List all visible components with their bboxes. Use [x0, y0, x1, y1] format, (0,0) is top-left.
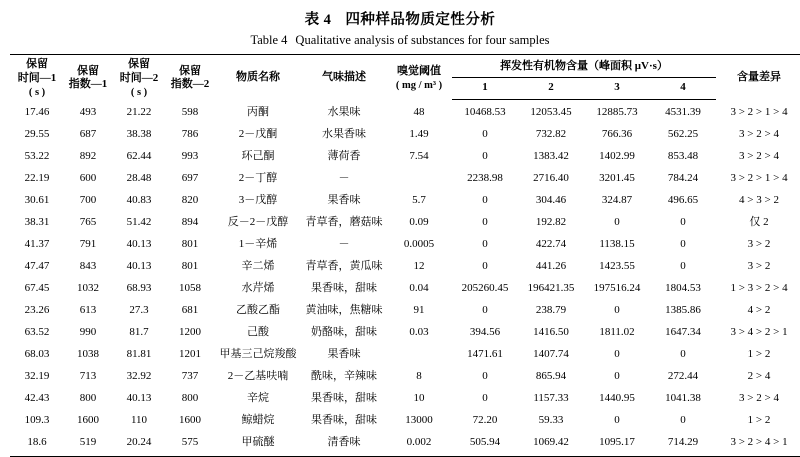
table-title-text-cn: 四种样品物质定性分析: [345, 12, 496, 28]
cell-voc4: 0: [680, 260, 686, 273]
cell-voc3: 12885.73: [596, 106, 638, 119]
cell-voc4: 4531.39: [665, 106, 701, 119]
odor-threshold-unit: ( mg / m³ ): [395, 79, 443, 91]
cell-voc4: 562.25: [667, 128, 699, 141]
cell-voc4: 0: [680, 238, 686, 251]
cell-ri1: 765: [79, 216, 97, 229]
cell-voc2: 12053.45: [530, 106, 572, 119]
cell-voc1: 2238.98: [467, 172, 503, 185]
cell-difference: 1 > 2: [747, 348, 771, 361]
ri2-line2: 指数—2: [170, 78, 210, 91]
cell-odor: 黄油味，焦糖味: [305, 304, 383, 317]
cell-voc4: 1385.86: [665, 304, 701, 317]
cell-odor: 青草香，黄瓜味: [305, 260, 383, 273]
cell-odor: 果香味，甜味: [311, 392, 377, 405]
col-header-odor-description: 气味描述: [302, 55, 386, 100]
col-header-voc-4: 4: [650, 78, 716, 100]
cell-voc3: 0: [614, 370, 620, 383]
cell-rt1: 109.3: [24, 414, 50, 427]
col-header-voc-2: 2: [518, 78, 584, 100]
cell-name: 环己酮: [241, 150, 275, 163]
cell-name: 甲硫醚: [214, 432, 302, 457]
cell-voc1: 0: [482, 128, 488, 141]
cell-rt2: 38.38: [126, 128, 152, 141]
cell-voc3: 0: [614, 348, 620, 361]
cell-voc2: 192.82: [535, 216, 567, 229]
cell-voc2: 1416.50: [533, 326, 569, 339]
cell-name: 甲基三己烷羧酸: [219, 348, 297, 361]
cell-voc3: 1138.15: [599, 238, 635, 251]
cell-ri2: 801: [181, 238, 199, 251]
cell-ri1: 600: [79, 172, 97, 185]
cell-threshold: 0.04: [409, 282, 429, 295]
cell-threshold: 7.54: [409, 150, 429, 163]
cell-voc1: 0: [482, 238, 488, 251]
table-row: [10, 322, 800, 344]
cell-voc1: 0: [482, 260, 488, 273]
table-row: [10, 366, 800, 388]
cell-ri2: 894: [181, 216, 199, 229]
cell-name: 辛烷: [247, 392, 269, 405]
cell-difference: 2 > 4: [747, 370, 771, 383]
table-body: [10, 100, 800, 457]
cell-voc3: 197516.24: [593, 282, 641, 295]
cell-ri2: 697: [181, 172, 199, 185]
cell-difference: 3 > 2: [747, 260, 771, 273]
cell-odor: 奶酪味，甜味: [311, 326, 377, 339]
cell-threshold: 5.7: [412, 194, 426, 207]
cell-rt1: 67.45: [24, 282, 50, 295]
cell-odor: 水果香味: [322, 128, 366, 141]
cell-odor: 果香味，甜味: [311, 414, 377, 427]
cell-ri1: 892: [79, 150, 97, 163]
rt1-line2: 时间—1: [17, 71, 57, 84]
cell-difference: 1 > 2: [747, 414, 771, 427]
cell-odor: 酰味，辛辣味: [311, 370, 377, 383]
cell-voc2: 238.79: [535, 304, 567, 317]
cell-voc4: 1647.34: [665, 326, 701, 339]
cell-voc4: 0: [680, 348, 686, 361]
cell-rt1: 63.52: [24, 326, 50, 339]
cell-voc4: 853.48: [667, 150, 699, 163]
cell-voc4: 784.24: [667, 172, 699, 185]
cell-ri2: 737: [181, 370, 199, 383]
cell-ri2: 1600: [179, 414, 201, 427]
cell-rt1: 30.61: [24, 194, 50, 207]
cell-rt2: 68.93: [126, 282, 152, 295]
cell-rt1: 32.19: [24, 370, 50, 383]
cell-odor: 青草香，蘑菇味: [305, 216, 383, 229]
cell-odor: －: [338, 238, 350, 251]
cell-voc1: 72.20: [472, 414, 498, 427]
cell-voc2: 422.74: [535, 238, 567, 251]
cell-rt1: 42.43: [24, 392, 50, 405]
cell-rt2: 20.24: [112, 432, 166, 457]
odor-threshold-label: 嗅觉阈值: [397, 64, 441, 77]
cell-odor: 果香味: [327, 194, 361, 207]
cell-ri1: 1038: [77, 348, 99, 361]
cell-ri2: 800: [181, 392, 199, 405]
rt2-unit: ( s ): [130, 86, 148, 98]
cell-odor: －: [338, 172, 350, 185]
cell-difference: 3 > 2 > 4 > 1: [716, 432, 800, 457]
cell-ri2: 575: [166, 432, 214, 457]
cell-ri1: 1032: [77, 282, 99, 295]
cell-voc3: 766.36: [601, 128, 633, 141]
cell-rt1: 29.55: [24, 128, 50, 141]
cell-voc3: 1440.95: [599, 392, 635, 405]
cell-ri1: 493: [79, 106, 97, 118]
table-row: [10, 212, 800, 234]
cell-difference: 3 > 4 > 2 > 1: [730, 326, 788, 339]
col-header-retention-index-2: [166, 55, 214, 100]
cell-rt1: 18.6: [10, 432, 64, 457]
table-title-cn: [10, 8, 790, 29]
cell-voc3: 1811.02: [599, 326, 635, 339]
cell-name: 2－乙基呋喃: [227, 370, 289, 383]
cell-rt2: 32.92: [126, 370, 152, 383]
cell-ri1: 519: [64, 432, 112, 457]
cell-voc1: 505.94: [452, 432, 518, 457]
header-row-top: [10, 55, 800, 78]
cell-name: 乙酸乙酯: [236, 304, 280, 317]
cell-voc3: 3201.45: [599, 172, 635, 185]
cell-threshold: 0.0005: [403, 238, 435, 251]
cell-difference: 3 > 2 > 4: [739, 150, 779, 163]
table-title-en: [10, 33, 790, 48]
cell-voc2: 59.33: [538, 414, 564, 427]
cell-difference: 4 > 2: [747, 304, 771, 317]
rt2-line1: 保留: [128, 58, 150, 70]
cell-voc2: 865.94: [535, 370, 567, 383]
table-row: [10, 124, 800, 146]
cell-rt2: 40.13: [126, 260, 152, 273]
cell-rt1: 47.47: [24, 260, 50, 273]
cell-rt2: 27.3: [129, 304, 149, 317]
cell-voc2: 196421.35: [527, 282, 575, 295]
table-row: [10, 100, 800, 125]
cell-ri2: 1200: [179, 326, 201, 339]
cell-threshold: 13000: [405, 414, 433, 427]
cell-rt1: 68.03: [24, 348, 50, 361]
cell-threshold: 10: [413, 392, 425, 405]
cell-voc2: 304.46: [535, 194, 567, 207]
cell-name: 3－戊醇: [238, 194, 278, 207]
cell-rt1: 41.37: [24, 238, 50, 251]
cell-threshold: 1.49: [409, 128, 429, 141]
cell-rt2: 40.13: [126, 392, 152, 405]
cell-voc2: 732.82: [535, 128, 567, 141]
cell-rt2: 81.81: [126, 348, 152, 361]
cell-rt1: 23.26: [24, 304, 50, 317]
table-row: [10, 234, 800, 256]
cell-ri1: 713: [79, 370, 97, 383]
cell-difference: 1 > 3 > 2 > 4: [730, 282, 788, 295]
cell-odor: 薄荷香: [327, 150, 361, 163]
cell-ri2: 820: [181, 194, 199, 207]
table-row: [10, 146, 800, 168]
cell-rt2: 28.48: [126, 172, 152, 185]
table-head: [10, 55, 800, 100]
cell-rt1: 38.31: [24, 216, 50, 229]
table-title-text-en: Qualitative analysis of substances for four samples: [295, 33, 550, 47]
cell-threshold: 0.09: [409, 216, 429, 229]
cell-voc1: 0: [482, 392, 488, 405]
cell-rt2: 62.44: [126, 150, 152, 163]
cell-ri1: 687: [79, 128, 97, 141]
cell-odor: 果香味，甜味: [311, 282, 377, 295]
cell-name: 丙酮: [247, 106, 269, 118]
table-row: [10, 190, 800, 212]
cell-threshold: 0.03: [409, 326, 429, 339]
cell-voc3: 1423.55: [599, 260, 635, 273]
cell-voc1: 394.56: [469, 326, 501, 339]
cell-voc4: 0: [680, 414, 686, 427]
cell-threshold: [386, 344, 452, 366]
cell-voc1: 0: [482, 370, 488, 383]
cell-ri2: 993: [181, 150, 199, 163]
cell-voc1: 0: [482, 304, 488, 317]
ri1-line2: 指数—1: [68, 78, 108, 91]
cell-voc1: 0: [482, 150, 488, 163]
cell-ri2: 1058: [179, 282, 201, 295]
cell-difference: 3 > 2: [747, 238, 771, 251]
cell-odor: 水果味: [327, 106, 361, 118]
col-header-voc-3: 3: [584, 78, 650, 100]
cell-rt2: 40.13: [126, 238, 152, 251]
cell-ri1: 791: [79, 238, 97, 251]
ri2-line1: 保留: [179, 64, 201, 77]
table-row: [10, 300, 800, 322]
cell-threshold: 48: [413, 106, 425, 118]
cell-rt2: 21.22: [126, 106, 152, 118]
cell-odor: 清香味: [302, 432, 386, 457]
cell-ri1: 990: [79, 326, 97, 339]
rt1-unit: ( s ): [28, 86, 46, 98]
cell-voc1: 205260.45: [461, 282, 509, 295]
table-number-cn: 表 4: [304, 12, 332, 28]
col-header-voc-1: 1: [452, 78, 518, 100]
cell-voc3: 324.87: [601, 194, 633, 207]
cell-threshold: 0.002: [386, 432, 452, 457]
cell-voc1: 10468.53: [464, 106, 506, 119]
cell-voc4: 714.29: [650, 432, 716, 457]
table-row: [10, 278, 800, 300]
table-number-en: Table 4: [250, 33, 288, 47]
cell-ri1: 843: [79, 260, 97, 273]
col-header-odor-threshold: [386, 55, 452, 100]
cell-voc4: 272.44: [667, 370, 699, 383]
cell-voc4: 1804.53: [665, 282, 701, 295]
cell-ri2: 598: [181, 106, 199, 118]
cell-rt1: 53.22: [24, 150, 50, 163]
cell-ri2: 786: [181, 128, 199, 141]
cell-voc2: 1069.42: [518, 432, 584, 457]
cell-name: 2－戊酮: [238, 128, 278, 141]
table-row: [10, 256, 800, 278]
cell-odor: 果香味: [327, 348, 361, 361]
cell-difference: 3 > 2 > 4: [739, 128, 779, 141]
cell-name: 辛二烯: [241, 260, 275, 273]
cell-voc3: 1095.17: [584, 432, 650, 457]
cell-difference: 4 > 3 > 2: [739, 194, 779, 207]
cell-difference: 3 > 2 > 1 > 4: [730, 172, 788, 185]
ri1-line1: 保留: [77, 64, 99, 77]
cell-voc4: 496.65: [667, 194, 699, 207]
cell-name: 己酸: [247, 326, 269, 339]
table-row: [10, 168, 800, 190]
cell-ri2: 1201: [179, 348, 201, 361]
col-header-voc-group: 挥发性有机物含量（峰面积 μV·s）: [452, 55, 716, 78]
cell-ri1: 1600: [77, 414, 99, 427]
col-header-substance-name: 物质名称: [214, 55, 302, 100]
cell-ri1: 700: [79, 194, 97, 207]
rt1-line1: 保留: [26, 58, 48, 70]
rt2-line2: 时间—2: [119, 71, 159, 84]
table-row: [10, 388, 800, 410]
cell-difference: 仅 2: [749, 216, 769, 229]
cell-threshold: 91: [413, 304, 425, 317]
cell-voc4: 1041.38: [665, 392, 701, 405]
cell-difference: 3 > 2 > 4: [739, 392, 779, 405]
col-header-content-difference: 含量差异: [716, 55, 800, 100]
cell-voc3: 0: [614, 304, 620, 317]
cell-name: 反－2－戊醇: [227, 216, 289, 229]
cell-ri2: 681: [181, 304, 199, 317]
cell-ri1: 613: [79, 304, 97, 317]
substances-table: [10, 54, 800, 457]
col-header-retention-time-1: [10, 55, 64, 100]
cell-name: 水芹烯: [241, 282, 275, 295]
cell-threshold: [386, 168, 452, 190]
cell-name: 2－丁醇: [238, 172, 278, 185]
table-row: [10, 432, 800, 457]
cell-voc4: 0: [680, 216, 686, 229]
cell-ri1: 800: [79, 392, 97, 405]
cell-rt1: 17.46: [24, 106, 50, 118]
cell-voc3: 1402.99: [599, 150, 635, 163]
table-row: [10, 344, 800, 366]
table-row: [10, 410, 800, 432]
cell-rt2: 51.42: [126, 216, 152, 229]
cell-ri2: 801: [181, 260, 199, 273]
cell-voc2: 1157.33: [533, 392, 569, 405]
cell-threshold: 12: [413, 260, 425, 273]
cell-rt1: 22.19: [24, 172, 50, 185]
cell-voc2: 2716.40: [533, 172, 569, 185]
cell-voc2: 441.26: [535, 260, 567, 273]
cell-name: 1－辛烯: [238, 238, 278, 251]
cell-name: 鲸蜡烷: [241, 414, 275, 427]
cell-rt2: 40.83: [126, 194, 152, 207]
cell-voc3: 0: [614, 216, 620, 229]
cell-voc3: 0: [614, 414, 620, 427]
cell-voc2: 1407.74: [533, 348, 569, 361]
cell-threshold: 8: [416, 370, 422, 383]
cell-voc1: 0: [482, 216, 488, 229]
cell-voc1: 0: [482, 194, 488, 207]
col-header-retention-index-1: [64, 55, 112, 100]
cell-voc1: 1471.61: [467, 348, 503, 361]
cell-difference: 3 > 2 > 1 > 4: [730, 106, 788, 118]
cell-voc2: 1383.42: [533, 150, 569, 163]
col-header-retention-time-2: [112, 55, 166, 100]
cell-rt2: 81.7: [129, 326, 149, 339]
cell-rt2: 110: [130, 414, 148, 427]
